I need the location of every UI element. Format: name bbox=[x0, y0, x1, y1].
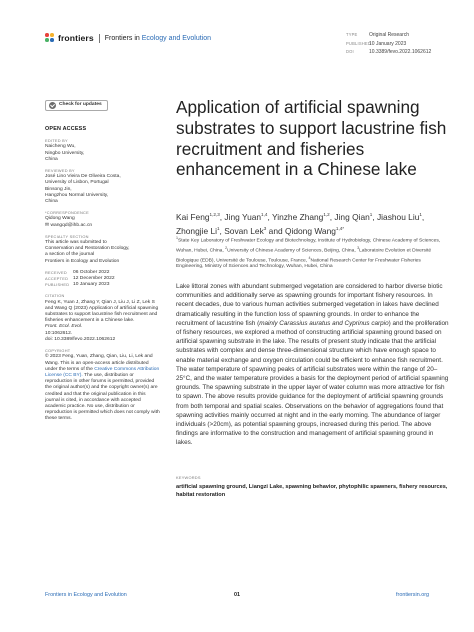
page-number: 01 bbox=[234, 592, 240, 598]
cc-by-license-link[interactable]: Creative Commons Attribution License (CC BY). bbox=[45, 366, 160, 378]
date-published: PUBLISHED 10 January 2023 bbox=[45, 282, 110, 288]
date-received: RECEIVED 06 October 2022 bbox=[45, 269, 110, 275]
author: Jing Qian bbox=[334, 211, 370, 222]
article-meta bbox=[346, 31, 431, 57]
specialty-section-label: SPECIALTY SECTION bbox=[45, 233, 89, 239]
species-names: mainly Carassius auratus and Cyprinus carpio bbox=[259, 319, 389, 327]
meta-type: TYPE Original Research bbox=[346, 32, 410, 38]
header-divider bbox=[99, 34, 100, 43]
check-icon bbox=[49, 102, 56, 109]
open-access-label: OPEN ACCESS bbox=[45, 126, 87, 132]
specialty-section: This article was submitted to Conservation and Restoration Ecology, a section of the journal Frontiers in Ecology and Evolution bbox=[45, 240, 130, 264]
date-accepted: ACCEPTED 12 December 2022 bbox=[45, 276, 115, 282]
reviewed-by: José Lino Vieira De Oliveira Costa, University of Lisbon, Portugal Binsong Jin, Hangzhou Normal University, China bbox=[45, 174, 121, 205]
author: Jing Yuan bbox=[224, 211, 262, 222]
article-title: Application of artificial spawning substrates to support lacustrine fish recruitment and fisheries enhancement in a Chinese lake bbox=[176, 97, 447, 180]
footer-site-link[interactable]: frontiersin.org bbox=[396, 592, 429, 598]
author: Jiashou Liu bbox=[376, 211, 420, 222]
edited-by-label: EDITED BY bbox=[45, 138, 68, 144]
edited-by: Naicheng Wu, Ningbo University, China bbox=[45, 144, 85, 162]
reviewed-by-label: REVIEWED BY bbox=[45, 168, 75, 174]
logo-wordmark: frontiers bbox=[58, 33, 94, 43]
frontiers-logo[interactable] bbox=[45, 33, 211, 43]
check-for-updates-button[interactable] bbox=[45, 100, 108, 111]
keywords-label: KEYWORDS bbox=[176, 475, 201, 480]
copyright-label: COPYRIGHT bbox=[45, 348, 71, 354]
author: Kai Feng bbox=[176, 211, 210, 222]
author: Zhongjie Li bbox=[176, 225, 217, 236]
frontiers-logo-icon bbox=[45, 33, 55, 43]
author: Qidong Wang bbox=[284, 225, 336, 236]
keywords: artificial spawning ground, Liangzi Lake, spawning behavior, phytophilic spawners, fishery resources, habitat restoration bbox=[176, 484, 448, 499]
author: Sovan Lek bbox=[224, 225, 264, 236]
footer-journal-link[interactable]: Frontiers in Ecology and Evolution bbox=[45, 592, 127, 598]
affiliations: $^1$State Key Laboratory of Freshwater Ecology and Biotechnology, Institute of Hydrobiology, Chinese Academy of Sciences, Wuhan, Hubei, China, $^2$University of Chinese Academy of Sciences, Beijing, China, $^3$Laboratoire Evolution et Diversité Biologique (EDB), Université de Toulouse, Toulouse, France, $^4$National Research Center for Freshwater Fisheries Engineering, Ministry of Sciences and Technology, Wuhan, Hubei, China bbox=[176, 236, 441, 270]
copyright: © 2023 Feng, Yuan, Zhang, Qian, Liu, Li, Lek and Wang. This is an open-access article distributed under the terms of the Creative Commons Attribution License (CC BY). The use, distribution or reproduction in other forums is permitted, provided the original author(s) and the copyright owner(s) are credited and that the original publication in this journal is cited, in accordance with accepted academic practice. No use, distribution or reproduction is permitted which does not comply with these terms. bbox=[45, 354, 160, 422]
meta-doi: DOI 10.3389/fevo.2022.1062612 bbox=[346, 49, 432, 55]
meta-published: PUBLISHED10 January 2023 bbox=[346, 40, 407, 47]
correspondence-email[interactable]: Qidong Wang ✉ wangqd@ihb.ac.cn bbox=[45, 216, 93, 228]
journal-name: Frontiers in Ecology and Evolution bbox=[104, 34, 212, 42]
correspondence-label: *CORRESPONDENCE bbox=[45, 210, 89, 216]
article-dates bbox=[45, 270, 160, 289]
citation-label: CITATION bbox=[45, 293, 65, 299]
author: Yinzhe Zhang bbox=[271, 211, 324, 222]
article-sidebar bbox=[45, 100, 160, 423]
abstract: Lake littoral zones with abundant submerged vegetation are considered to harbor diverse biotic communities and additionally serve as spawning grounds for important fishery resources. In recent decades, due to various human activities submerged vegetation in lakes have declined dramatically resulting in the function loss of spawning grounds. In order to enhance the recruitment of lacustrine fish (mainly Carassius auratus and Cyprinus carpio) and the proliferation of fishery resources, we explored a method of constructing artificial spawning ground based on artificial spawning substrate in the lake. The results of present study indicate that the artificial substrates with complex and dense three-dimensional structure which have enough space to enable material exchange and oxygen circulation could be efficient to enhance fish recruitment. The water temperature of spawning peaks of artificial substrates were within the range of 20–25°C, and the water temperature provides a basis for the deployment period of artificial spawning grounds. The spawning substrate in the upper layer of water column was more attractive for fish to spawn. The above results provide guidance for the deployment of artificial spawning grounds from both temporal and spatial scales. Observations on the behavior of aggregations found that spawning activities mainly occurred at night and in the early morning. The abundance of larger individuals (>20cm), as potential spawning groups, increased during this period. The above findings are informative to the construction and management of artificial spawning ground in lakes. bbox=[176, 283, 449, 447]
check-for-updates-label: Check for updates bbox=[59, 102, 102, 108]
author-list: Kai Feng$^{1,2,3}$, Jing Yuan$^{1,4}$, Yinzhe Zhang$^{1,2}$, Jing Qian$^1$, Jiashou Liu$^1$, Zhongjie Li$^1$, Sovan Lek$^3$ and Qidong Wang$^{1,4*}$ bbox=[176, 211, 425, 236]
citation: Feng K, Yuan J, Zhang Y, Qian J, Liu J, Li Z, Lek S and Wang Q (2023) Application of artificial spawning substrates to support lacustrine fish recruitment and fisheries enhancement in a Chinese lake. Front. Ecol. Evol. 10:1062612. doi: 10.3389/fevo.2022.1062612 bbox=[45, 299, 159, 342]
